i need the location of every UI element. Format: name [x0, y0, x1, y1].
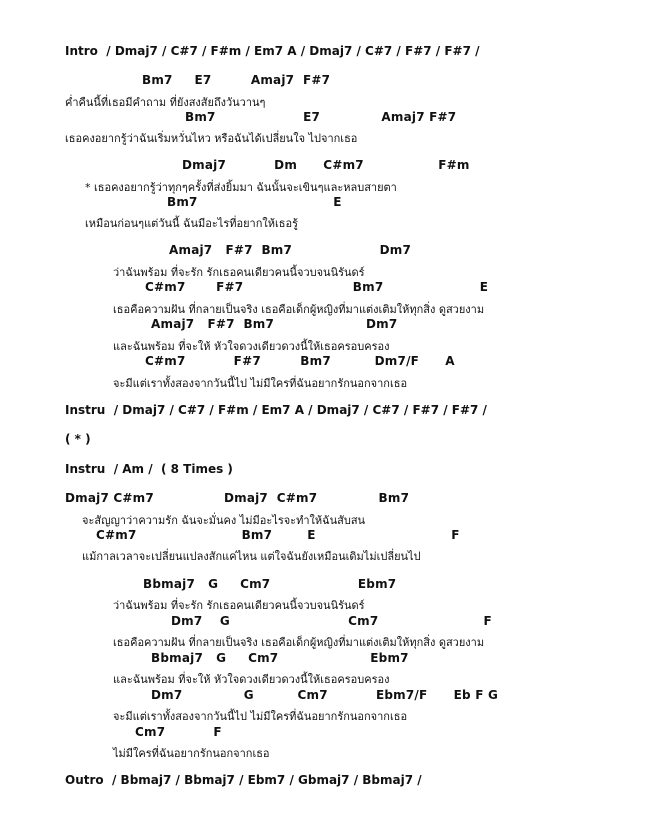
lyric-line: ว่าฉันพร้อม ที่จะรัก รักเธอคนเดียวคนนี้จวบจนนิรันดร์ — [113, 599, 365, 612]
chord-line: C#m7 Bm7 E F — [96, 528, 460, 542]
chord-line: Bbmaj7 G Cm7 Ebm7 — [143, 577, 397, 591]
chord-line: Amaj7 F#7 Bm7 Dm7 — [169, 243, 412, 257]
chord-line: C#m7 F#7 Bm7 Dm7/F A — [145, 354, 455, 368]
lyric-line: ว่าฉันพร้อม ที่จะรัก รักเธอคนเดียวคนนี้จวบจนนิรันดร์ — [113, 266, 365, 279]
chord-line: Dmaj7 C#m7 Dmaj7 C#m7 Bm7 — [65, 491, 410, 505]
lyric-line: * เธอคงอยากรู้ว่าทุกๆครั้งที่ส่งยิ้มมา ฉันนั้นจะเขินๆและหลบสายตา — [85, 181, 397, 194]
lyric-line: แม้กาลเวลาจะเปลี่ยนแปลงสักแค่ไหน แต่ใจฉันยังเหมือนเดิมไม่เปลี่ยนไป — [82, 550, 421, 563]
lyric-line: ไม่มีใครที่ฉันอยากรักนอกจากเธอ — [113, 747, 270, 760]
chord-line: Dm7 G Cm7 F — [171, 614, 492, 628]
repeat-marker: ( * ) — [65, 432, 91, 446]
lyric-line: จะสัญญาว่าความรัก ฉันจะมั่นคง ไม่มีอะไรจะทำให้ฉันสับสน — [82, 514, 366, 527]
lyric-line: เธอคือความฝัน ที่กลายเป็นจริง เธอคือเด็กผู้หญิงที่มาแต่งเติมให้ทุกสิ่ง ดูสวยงาม — [113, 636, 485, 649]
chord-line: Bm7 E — [167, 195, 342, 209]
lyric-line: เหมือนก่อนๆแต่วันนี้ ฉันมีอะไรที่อยากให้เธอรู้ — [85, 217, 298, 230]
instru-line: Instru / Dmaj7 / C#7 / F#m / Em7 A / Dmaj7 / C#7 / F#7 / F#7 / — [65, 403, 487, 417]
lyric-line: และฉันพร้อม ที่จะให้ หัวใจดวงเดียวดวงนี้ให้เธอครอบครอง — [113, 340, 390, 353]
lyric-line: ค่ำคืนนี้ที่เธอมีคำถาม ที่ยังสงสัยถึงวันวานๆ — [65, 96, 266, 109]
chord-line: Dmaj7 Dm C#m7 F#m — [182, 158, 470, 172]
instru-line: Instru / Am / ( 8 Times ) — [65, 462, 233, 476]
chord-line: Cm7 F — [135, 725, 222, 739]
lyric-line: จะมีแต่เราทั้งสองจากวันนี้ไป ไม่มีใครที่ฉันอยากรักนอกจากเธอ — [113, 710, 408, 723]
lyric-line: เธอคงอยากรู้ว่าฉันเริ่มหวั่นไหว หรือฉันได้เปลี่ยนใจ ไปจากเธอ — [65, 132, 358, 145]
chord-line: Bbmaj7 G Cm7 Ebm7 — [151, 651, 409, 665]
intro-line: Intro / Dmaj7 / C#7 / F#m / Em7 A / Dmaj7 / C#7 / F#7 / F#7 / — [65, 44, 480, 58]
chord-line: Bm7 E7 Amaj7 F#7 — [185, 110, 457, 124]
outro-line: Outro / Bbmaj7 / Bbmaj7 / Ebm7 / Gbmaj7 / Bbmaj7 / — [65, 773, 422, 787]
lyric-line: และฉันพร้อม ที่จะให้ หัวใจดวงเดียวดวงนี้ให้เธอครอบครอง — [113, 673, 390, 686]
chord-line: C#m7 F#7 Bm7 E — [145, 280, 489, 294]
lyric-line: จะมีแต่เราทั้งสองจากวันนี้ไป ไม่มีใครที่ฉันอยากรักนอกจากเธอ — [113, 377, 408, 390]
chord-line: Bm7 E7 Amaj7 F#7 — [142, 73, 331, 87]
chord-line: Amaj7 F#7 Bm7 Dm7 — [151, 317, 398, 331]
lyric-line: เธอคือความฝัน ที่กลายเป็นจริง เธอคือเด็กผู้หญิงที่มาแต่งเติมให้ทุกสิ่ง ดูสวยงาม — [113, 303, 485, 316]
chord-line: Dm7 G Cm7 Ebm7/F Eb F G — [151, 688, 499, 702]
